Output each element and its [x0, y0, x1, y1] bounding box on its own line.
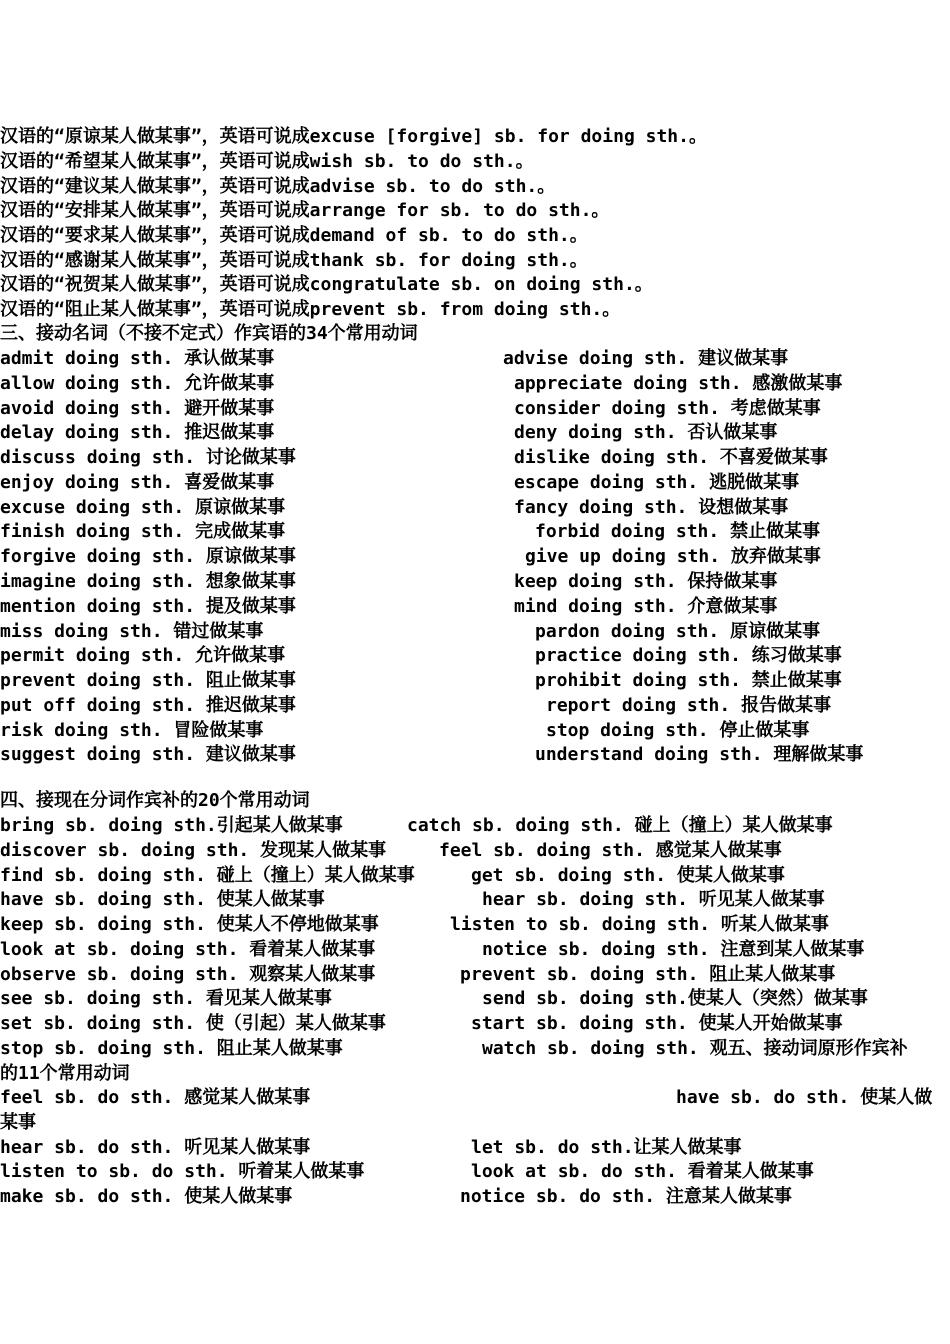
verb-entry-right: feel sb. doing sth. 感觉某人做某事 [439, 840, 782, 861]
verb-entry-right: appreciate doing sth. 感激做某事 [514, 373, 843, 394]
verb-entry-left: hear sb. do sth. 听见某人做某事 [0, 1137, 311, 1158]
verb-entry-right: pardon doing sth. 原谅做某事 [535, 621, 821, 642]
verb-entry-right: mind doing sth. 介意做某事 [514, 596, 778, 617]
verb-entry-right: forbid doing sth. 禁止做某事 [535, 521, 821, 542]
phrase-line: 汉语的“建议某人做某事”，英语可说成advise sb. to do sth.。 [0, 176, 556, 197]
verb-entry-left: mention doing sth. 提及做某事 [0, 596, 296, 617]
phrase-line: 汉语的“安排某人做某事”，英语可说成arrange for sb. to do sth.。 [0, 200, 610, 221]
verb-entry-left: risk doing sth. 冒险做某事 [0, 720, 264, 741]
verb-entry-left: have sb. doing sth. 使某人做某事 [0, 889, 325, 910]
verb-entry-right: report doing sth. 报告做某事 [546, 695, 832, 716]
verb-entry-right: prevent sb. doing sth. 阻止某人做某事 [460, 964, 836, 985]
verb-entry-left: observe sb. doing sth. 观察某人做某事 [0, 964, 376, 985]
verb-entry-left: bring sb. doing sth.引起某人做某事 [0, 815, 343, 836]
verb-entry-right: notice sb. doing sth. 注意到某人做某事 [482, 939, 865, 960]
verb-entry-right: send sb. doing sth.使某人（突然）做某事 [482, 988, 868, 1009]
section-heading-tail: 的11个常用动词 [0, 1063, 130, 1084]
verb-entry-left: discuss doing sth. 讨论做某事 [0, 447, 296, 468]
phrase-line: 汉语的“阻止某人做某事”，英语可说成prevent sb. from doing sth.。 [0, 299, 621, 320]
verb-entry-left: allow doing sth. 允许做某事 [0, 373, 275, 394]
verb-entry-left: enjoy doing sth. 喜爱做某事 [0, 472, 275, 493]
verb-entry-left: forgive doing sth. 原谅做某事 [0, 546, 296, 567]
verb-entry-left: look at sb. doing sth. 看着某人做某事 [0, 939, 376, 960]
verb-entry-right: understand doing sth. 理解做某事 [535, 744, 864, 765]
section-heading: 三、接动名词（不接不定式）作宾语的34个常用动词 [0, 323, 418, 344]
verb-entry-right: give up doing sth. 放弃做某事 [525, 546, 821, 567]
verb-entry-right: dislike doing sth. 不喜爱做某事 [514, 447, 828, 468]
verb-entry-left: permit doing sth. 允许做某事 [0, 645, 286, 666]
verb-entry-left: miss doing sth. 错过做某事 [0, 621, 264, 642]
phrase-line: 汉语的“原谅某人做某事”，英语可说成excuse [forgive] sb. for doing sth.。 [0, 126, 707, 147]
verb-entry-right: catch sb. doing sth. 碰上（撞上）某人做某事 [407, 815, 833, 836]
verb-entry-left: keep sb. doing sth. 使某人不停地做某事 [0, 914, 379, 935]
phrase-line: 汉语的“感谢某人做某事”，英语可说成thank sb. for doing sth.。 [0, 250, 588, 271]
phrase-line: 汉语的“祝贺某人做某事”，英语可说成congratulate sb. on doing sth.。 [0, 274, 653, 295]
verb-entry-left: feel sb. do sth. 感觉某人做某事 [0, 1087, 311, 1108]
verb-entry-right: practice doing sth. 练习做某事 [535, 645, 842, 666]
verb-entry-right: stop doing sth. 停止做某事 [546, 720, 810, 741]
verb-entry-left: imagine doing sth. 想象做某事 [0, 571, 296, 592]
verb-entry-right: advise doing sth. 建议做某事 [503, 348, 789, 369]
verb-entry-right: have sb. do sth. 使某人做 [676, 1087, 933, 1108]
verb-entry-right: watch sb. doing sth. 观五、接动词原形作宾补 [482, 1038, 908, 1059]
verb-entry-right: listen to sb. doing sth. 听某人做某事 [450, 914, 829, 935]
verb-entry-left: see sb. doing sth. 看见某人做某事 [0, 988, 332, 1009]
verb-entry-left: excuse doing sth. 原谅做某事 [0, 497, 286, 518]
verb-entry-right: look at sb. do sth. 看着某人做某事 [471, 1161, 814, 1182]
verb-entry-right: keep doing sth. 保持做某事 [514, 571, 778, 592]
verb-entry-left: discover sb. doing sth. 发现某人做某事 [0, 840, 387, 861]
verb-entry-right: notice sb. do sth. 注意某人做某事 [460, 1186, 792, 1207]
section-heading: 四、接现在分词作宾补的20个常用动词 [0, 790, 310, 811]
verb-entry-right: let sb. do sth.让某人做某事 [471, 1137, 742, 1158]
verb-entry-right: consider doing sth. 考虑做某事 [514, 398, 821, 419]
verb-entry-left: find sb. doing sth. 碰上（撞上）某人做某事 [0, 865, 415, 886]
phrase-line: 汉语的“要求某人做某事”，英语可说成demand of sb. to do sth.。 [0, 225, 588, 246]
verb-entry-left: delay doing sth. 推迟做某事 [0, 422, 275, 443]
verb-entry-left: prevent doing sth. 阻止做某事 [0, 670, 296, 691]
verb-entry-left: set sb. doing sth. 使（引起）某人做某事 [0, 1013, 386, 1034]
verb-entry-left: put off doing sth. 推迟做某事 [0, 695, 296, 716]
verb-entry-right: get sb. doing sth. 使某人做某事 [471, 865, 785, 886]
verb-entry-right: start sb. doing sth. 使某人开始做某事 [471, 1013, 843, 1034]
verb-entry-wrap: 某事 [0, 1112, 36, 1133]
verb-entry-right: escape doing sth. 逃脱做某事 [514, 472, 800, 493]
verb-entry-left: stop sb. doing sth. 阻止某人做某事 [0, 1038, 343, 1059]
verb-entry-left: avoid doing sth. 避开做某事 [0, 398, 275, 419]
verb-entry-right: prohibit doing sth. 禁止做某事 [535, 670, 842, 691]
verb-entry-left: admit doing sth. 承认做某事 [0, 348, 275, 369]
verb-entry-left: finish doing sth. 完成做某事 [0, 521, 286, 542]
verb-entry-left: make sb. do sth. 使某人做某事 [0, 1186, 293, 1207]
verb-entry-left: suggest doing sth. 建议做某事 [0, 744, 296, 765]
phrase-line: 汉语的“希望某人做某事”，英语可说成wish sb. to do sth.。 [0, 151, 534, 172]
verb-entry-left: listen to sb. do sth. 听着某人做某事 [0, 1161, 365, 1182]
verb-entry-right: hear sb. doing sth. 听见某人做某事 [482, 889, 825, 910]
verb-entry-right: deny doing sth. 否认做某事 [514, 422, 778, 443]
verb-entry-right: fancy doing sth. 设想做某事 [514, 497, 789, 518]
